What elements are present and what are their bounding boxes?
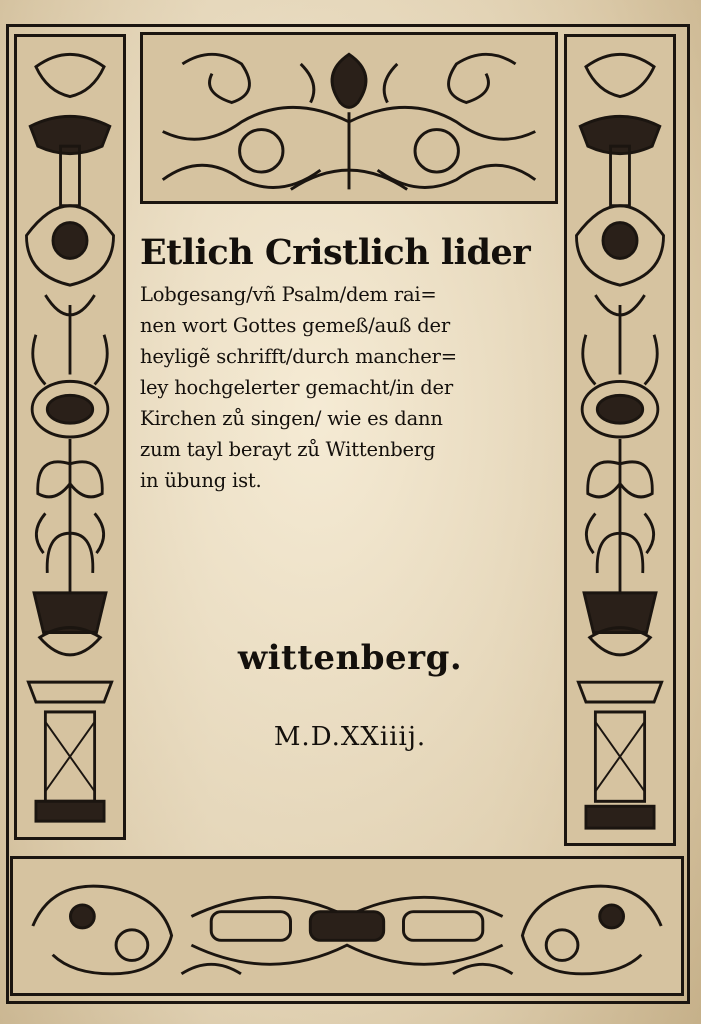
- left-ornamental-column: [14, 34, 126, 840]
- left-column-woodcut-icon: [17, 37, 123, 837]
- sea-creatures-icon: [13, 859, 681, 993]
- foliage-scroll-icon: [143, 35, 555, 201]
- body-line-5: Kirchen zů singen/ wie es dann: [140, 407, 443, 430]
- right-column-woodcut-icon: [567, 37, 673, 843]
- body-line-6: zum tayl berayt zů Wittenberg: [140, 438, 436, 461]
- body-line-3: heyligẽ schrifft/durch mancher=: [140, 345, 457, 368]
- body-line-4: ley hochgelerter gemacht/in der: [140, 376, 453, 399]
- body-line-1: Lobgesang/vñ Psalm/dem rai=: [140, 283, 437, 306]
- body-line-2: nen wort Gottes gemeß/auß der: [140, 314, 450, 337]
- imprint-year: M.D.XXiiij.: [273, 722, 427, 752]
- top-foliage-ornament: [140, 32, 558, 204]
- body-line-7: in übung ist.: [140, 469, 262, 492]
- book-title: Etlich Cristlich lider: [140, 232, 531, 273]
- bottom-sea-creatures-ornament: [10, 856, 684, 996]
- right-ornamental-column: [564, 34, 676, 846]
- title-text-block: [138, 232, 558, 496]
- imprint-place: wittenberg.: [237, 638, 463, 678]
